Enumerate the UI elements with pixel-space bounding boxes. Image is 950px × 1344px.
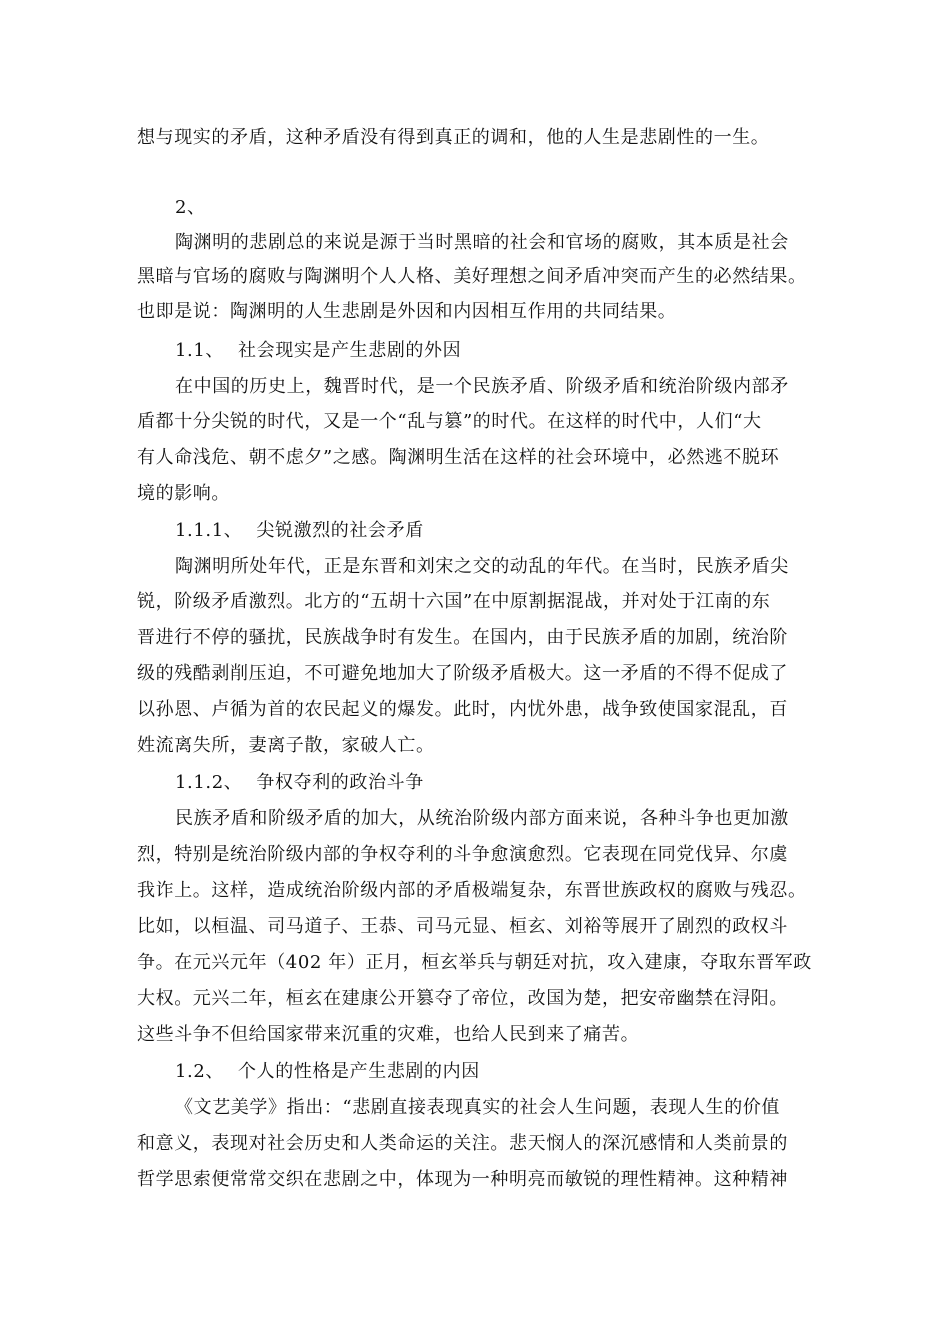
- paragraph-line: 晋进行不停的骚扰，民族战争时有发生。在国内，由于民族矛盾的加剧，统治阶: [137, 627, 788, 648]
- opening-line: 想与现实的矛盾，这种矛盾没有得到真正的调和，他的人生是悲剧性的一生。: [137, 127, 770, 148]
- paragraph-line: 民族矛盾和阶级矛盾的加大，从统治阶级内部方面来说，各种斗争也更加激: [175, 808, 789, 829]
- intro-line: 黑暗与官场的腐败与陶渊明个人人格、美好理想之间矛盾冲突而产生的必然结果。: [137, 266, 807, 287]
- paragraph-line: 级的残酷剥削压迫，不可避免地加大了阶级矛盾极大。这一矛盾的不得不促成了: [137, 663, 788, 684]
- paragraph-line: 有人命浅危、朝不虑夕”之感。陶渊明生活在这样的社会环境中，必然逃不脱环: [137, 447, 780, 468]
- heading-title: 个人的性格是产生悲剧的内因: [238, 1061, 480, 1082]
- paragraph-line: 争。在元兴元年（402 年）正月，桓玄举兵与朝廷对抗，攻入建康，夺取东晋军政: [137, 952, 812, 973]
- heading-number: 1.2、: [175, 1061, 225, 1082]
- paragraph-line: 我诈上。这样，造成统治阶级内部的矛盾极端复杂，东晋世族政权的腐败与残忍。: [137, 880, 807, 901]
- paragraph-line: 以孙恩、卢循为首的农民起义的爆发。此时，内忧外患，战争致使国家混乱，百: [137, 699, 788, 720]
- intro-line: 也即是说：陶渊明的人生悲剧是外因和内因相互作用的共同结果。: [137, 301, 677, 322]
- paragraph-line: 锐，阶级矛盾激烈。北方的“五胡十六国”在中原割据混战，并对处于江南的东: [137, 591, 771, 612]
- heading-1-2: [175, 1060, 480, 1084]
- intro-line: 陶渊明的悲剧总的来说是源于当时黑暗的社会和官场的腐败，其本质是社会: [175, 232, 789, 253]
- heading-title: 尖锐激烈的社会矛盾: [256, 520, 424, 541]
- paragraph-line: 比如，以桓温、司马道子、王恭、司马元显、桓玄、刘裕等展开了剧烈的政权斗: [137, 916, 788, 937]
- paragraph-line: 《文艺美学》指出：“悲剧直接表现真实的社会人生问题，表现人生的价值: [175, 1097, 780, 1118]
- paragraph-line: 大权。元兴二年，桓玄在建康公开篡夺了帝位，改国为楚，把安帝幽禁在浔阳。: [137, 988, 788, 1009]
- paragraph-line: 哲学思索便常常交织在悲剧之中，体现为一种明亮而敏锐的理性精神。这种精神: [137, 1169, 788, 1190]
- heading-title: 争权夺利的政治斗争: [256, 772, 424, 793]
- paragraph-line: 在中国的历史上，魏晋时代，是一个民族矛盾、阶级矛盾和统治阶级内部矛: [175, 376, 789, 397]
- paragraph-line: 这些斗争不但给国家带来沉重的灾难，也给人民到来了痛苦。: [137, 1024, 640, 1045]
- heading-number: 1.1、: [175, 340, 225, 361]
- heading-1-1-2: [175, 771, 424, 795]
- heading-title: 社会现实是产生悲剧的外因: [238, 340, 462, 361]
- heading-number: 1.1.1、: [175, 520, 243, 541]
- paragraph-line: 境的影响。: [137, 483, 230, 504]
- heading-1-1: [175, 339, 461, 363]
- paragraph-line: 和意义，表现对社会历史和人类命运的关注。悲天悯人的深沉感情和人类前景的: [137, 1133, 788, 1154]
- paragraph-line: 烈，特别是统治阶级内部的争权夺利的斗争愈演愈烈。它表现在同党伐异、尔虞: [137, 844, 788, 865]
- heading-number: 1.1.2、: [175, 772, 243, 793]
- section-2-label: 2、: [175, 197, 206, 218]
- paragraph-line: 盾都十分尖锐的时代，又是一个“乱与篡”的时代。在这样的时代中，人们“大: [137, 411, 762, 432]
- heading-1-1-1: [175, 519, 424, 543]
- paragraph-line: 陶渊明所处年代，正是东晋和刘宋之交的动乱的年代。在当时，民族矛盾尖: [175, 556, 789, 577]
- paragraph-line: 姓流离失所，妻离子散，家破人亡。: [137, 735, 435, 756]
